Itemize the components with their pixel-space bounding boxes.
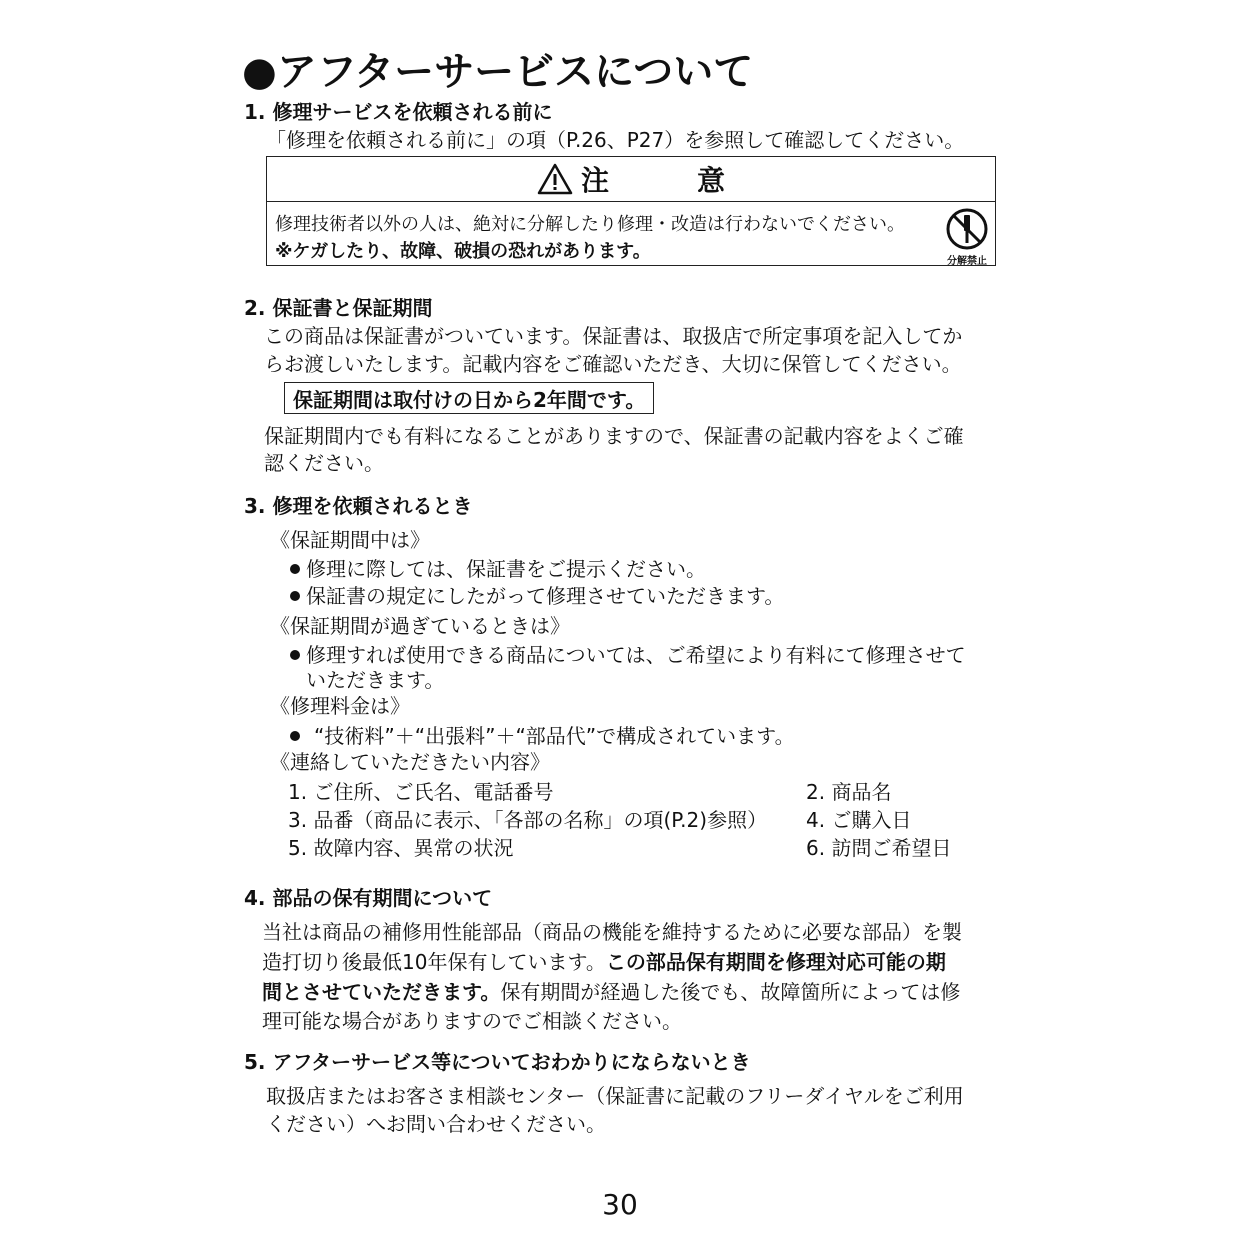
- contact-item: 6. 訪問ご希望日: [806, 836, 952, 860]
- section-2-para-line: 認ください。: [264, 451, 384, 475]
- bullet-icon: [290, 591, 300, 601]
- section-2-para-line: この商品は保証書がついています。保証書は、取扱店で所定事項を記入してか: [264, 324, 963, 348]
- contact-item: 5. 故障内容、異常の状況: [288, 836, 514, 860]
- section-4-para-line: 造打切り後最低10年保有しています。この部品保有期間を修理対応可能の期: [262, 950, 946, 974]
- subheading-repair-fee: 《修理料金は》: [270, 694, 410, 718]
- contact-item: 4. ご購入日: [806, 808, 912, 832]
- caution-note: ※ケガしたり、故障、破損の恐れがあります。: [275, 241, 651, 262]
- section-5-heading: 5. アフターサービス等についておわかりにならないとき: [244, 1050, 751, 1074]
- subheading-after-warranty: 《保証期間が過ぎているときは》: [270, 614, 570, 638]
- section-1-heading: 1. 修理サービスを依頼される前に: [244, 100, 553, 124]
- section-1-text: 「修理を依頼される前に」の項（P.26、P27）を参照して確認してください。: [266, 128, 965, 152]
- section-4-para-line: 間とさせていただきます。保有期間が経過した後でも、故障箇所によっては修: [262, 980, 961, 1004]
- subheading-in-warranty: 《保証期間中は》: [270, 528, 430, 552]
- contact-item: 3. 品番（商品に表示、「各部の名称」の項(P.2)参照）: [288, 808, 768, 832]
- section-4-para-line: 理可能な場合がありますのでご相談ください。: [262, 1009, 682, 1033]
- warning-triangle-icon: [537, 163, 573, 195]
- caution-label: 注 意: [580, 164, 755, 197]
- caution-box: [266, 156, 996, 266]
- list-item-continuation: いただきます。: [306, 668, 445, 692]
- contact-item: 1. ご住所、ご氏名、電話番号: [288, 780, 554, 804]
- list-item: 修理すれば使用できる商品については、ご希望により有料にて修理させて: [290, 639, 966, 668]
- bullet-icon: [290, 650, 300, 660]
- section-3-heading: 3. 修理を依頼されるとき: [244, 494, 473, 518]
- no-disassembly-icon: [941, 206, 993, 266]
- section-4-heading: 4. 部品の保有期間について: [244, 886, 493, 910]
- list-item: 保証書の規定にしたがって修理させていただきます。: [290, 580, 784, 609]
- no-disassembly-label: 分解禁止: [947, 256, 987, 267]
- section-4-para-line: 当社は商品の補修用性能部品（商品の機能を維持するために必要な部品）を製: [262, 920, 962, 944]
- subheading-contact-info: 《連絡していただきたい内容》: [270, 750, 550, 774]
- list-item: 修理に際しては、保証書をご提示ください。: [290, 553, 706, 582]
- section-2-heading: 2. 保証書と保証期間: [244, 296, 433, 320]
- section-5-para-line: 取扱店またはお客さま相談センター（保証書に記載のフリーダイヤルをご利用: [266, 1084, 964, 1108]
- caution-header: [267, 157, 995, 202]
- page-number: 30: [602, 1188, 638, 1221]
- warranty-period-box: 保証期間は取付けの日から2年間です。: [284, 382, 654, 414]
- contact-item: 2. 商品名: [806, 780, 892, 804]
- bullet-icon: [290, 564, 300, 574]
- section-5-para-line: ください）へお問い合わせください。: [266, 1112, 606, 1136]
- page-title: ●アフターサービスについて: [242, 49, 754, 95]
- caution-text: 修理技術者以外の人は、絶対に分解したり修理・改造は行わないでください。: [275, 214, 905, 235]
- section-2-para-line: 保証期間内でも有料になることがありますので、保証書の記載内容をよくご確: [264, 424, 964, 448]
- list-item: “技術料”＋“出張料”＋“部品代”で構成されています。: [290, 720, 795, 749]
- bullet-icon: [290, 731, 300, 741]
- section-2-para-line: らお渡しいたします。記載内容をご確認いただき、大切に保管してください。: [264, 352, 962, 376]
